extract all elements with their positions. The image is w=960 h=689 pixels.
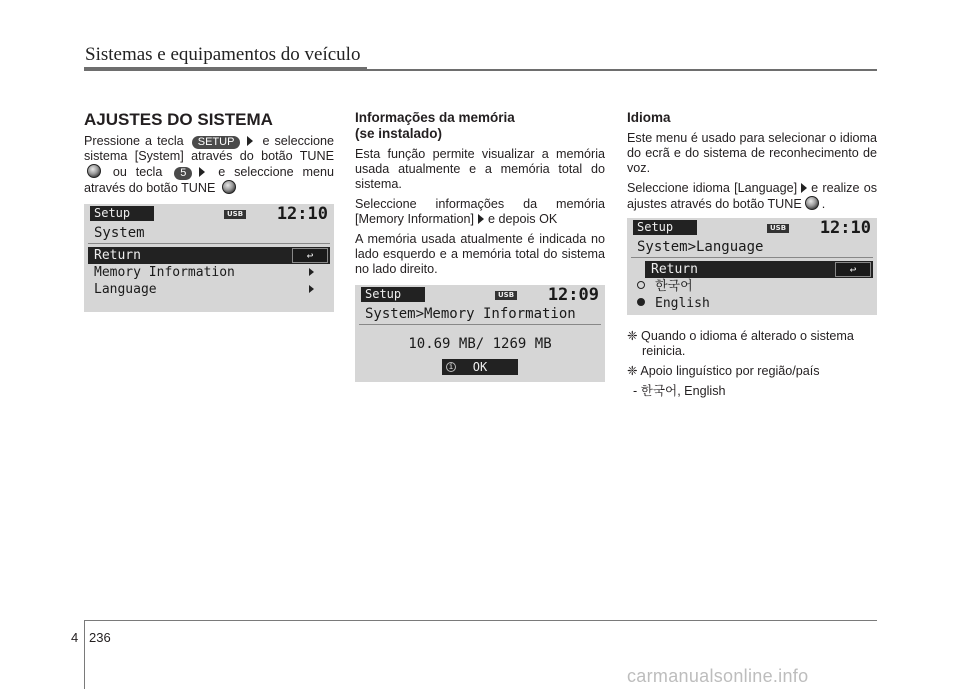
paragraph: A memória usada atualmente é indicada no lado esquerdo e a memória total do sistema no lado direito. — [355, 232, 605, 276]
radio-selected-icon — [637, 298, 645, 306]
memory-value: 10.69 MB/ 1269 MB — [408, 336, 552, 352]
memory-info-column — [355, 110, 605, 382]
paragraph: Esta função permite visualizar a memória usada atualmente e a memória total do sistema. — [355, 147, 605, 191]
language-list: - 한국어, English — [633, 384, 726, 398]
clock: 12:10 — [276, 204, 328, 224]
language-option-english[interactable]: English — [631, 295, 873, 312]
screen-path: System>Memory Information — [359, 305, 601, 325]
screen-tab: Setup — [361, 287, 425, 302]
header-rule — [84, 67, 367, 71]
watermark: carmanualsonline.info — [627, 666, 809, 686]
menu-item-language[interactable]: Language — [88, 281, 330, 298]
note: ❈ Apoio linguístico por região/país — [627, 364, 820, 378]
setup-system-screen — [84, 204, 334, 312]
menu-item-return[interactable]: Return ↩ — [88, 247, 330, 264]
screen-tab: Setup — [90, 206, 154, 221]
key-5-badge: 5 — [174, 167, 192, 180]
screen-path: System>Language — [631, 238, 873, 258]
menu-item-return[interactable]: Return ↩ — [645, 261, 873, 278]
back-icon: ↩ — [835, 262, 871, 277]
paragraph: Este menu é usado para selecionar o idioma do ecrã e do sistema de reconhecimento de voz. — [627, 131, 877, 175]
language-column — [627, 110, 877, 399]
screen-tab: Setup — [633, 220, 697, 235]
clock: 12:09 — [547, 285, 599, 305]
tune-knob-icon — [87, 164, 101, 178]
paragraph: Seleccione idioma [Language] e realize os ajustes através do botão TUNE . — [627, 181, 877, 211]
ok-button[interactable]: i OK — [442, 359, 518, 375]
section-title: Informações da memória (se instalado) — [355, 110, 515, 141]
usb-badge: USB — [495, 291, 517, 300]
header-rule-thin — [367, 69, 877, 71]
arrow-right-icon — [309, 285, 314, 293]
tune-knob-icon — [805, 196, 819, 210]
system-settings-column — [84, 110, 334, 312]
clock: 12:10 — [819, 218, 871, 238]
menu-item-memory-information[interactable]: Memory Information — [88, 264, 330, 281]
header-title: Sistemas e equipamentos do veículo — [85, 44, 361, 65]
language-screen — [627, 218, 877, 315]
screen-path: System — [88, 224, 330, 244]
language-option-korean[interactable]: 한국어 — [631, 278, 873, 295]
arrow-right-icon — [478, 214, 484, 224]
usb-badge: USB — [767, 224, 789, 233]
paragraph: Seleccione informações da memória [Memory Information] e depois OK — [355, 197, 605, 226]
page-number: 236 — [89, 630, 111, 645]
footer-divider — [84, 620, 85, 689]
back-icon: ↩ — [292, 248, 328, 263]
arrow-right-icon — [801, 183, 807, 193]
tune-knob-icon — [222, 180, 236, 194]
section-title: AJUSTES DO SISTEMA — [84, 110, 273, 129]
arrow-right-icon — [247, 136, 253, 146]
info-icon: i — [446, 362, 456, 372]
setup-key-badge: SETUP — [192, 136, 241, 149]
usb-badge: USB — [224, 210, 246, 219]
radio-icon — [637, 281, 645, 289]
footer-rule — [84, 620, 877, 621]
arrow-right-icon — [309, 268, 314, 276]
note: ❈ Quando o idioma é alterado o sistema reinicia. — [627, 329, 854, 358]
section-title: Idioma — [627, 110, 671, 125]
memory-info-screen — [355, 285, 605, 382]
arrow-right-icon — [199, 167, 205, 177]
chapter-number: 4 — [71, 630, 79, 645]
instructions-paragraph: Pressione a tecla SETUP e seleccione sistema [System] através do botão TUNE ou tecla 5 e seleccione menu através do botão TUNE — [84, 134, 335, 195]
